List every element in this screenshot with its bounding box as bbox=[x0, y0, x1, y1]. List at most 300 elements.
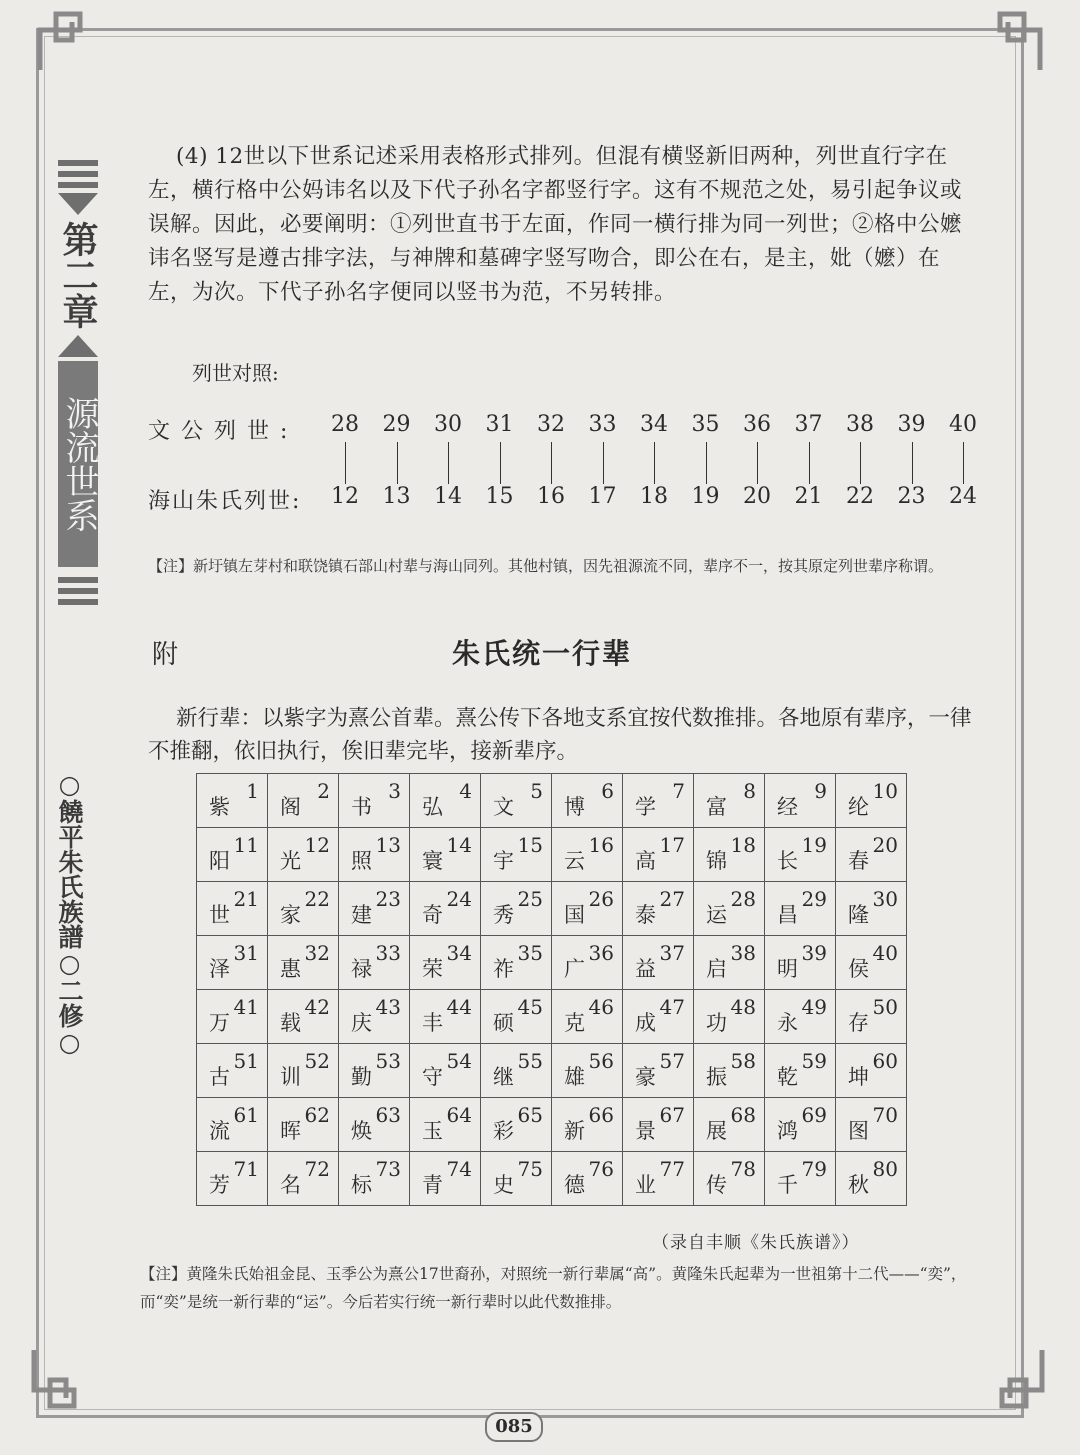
wengong-generation-number: 36 bbox=[743, 412, 771, 437]
table-cell bbox=[836, 936, 907, 990]
generation-index: 56 bbox=[588, 1049, 614, 1073]
generation-character: 高 bbox=[635, 849, 656, 873]
table-cell bbox=[765, 990, 836, 1044]
generation-index: 53 bbox=[375, 1049, 401, 1073]
table-cell bbox=[197, 1098, 268, 1152]
generation-character: 硕 bbox=[493, 1011, 514, 1035]
haishan-generation-number: 15 bbox=[485, 484, 514, 509]
generation-index: 63 bbox=[375, 1103, 401, 1127]
table-cell bbox=[836, 1152, 907, 1206]
table-row bbox=[197, 990, 907, 1044]
row-label-wengong: 文 公 列 世 : bbox=[148, 419, 290, 444]
table-cell bbox=[552, 1098, 623, 1152]
table-cell bbox=[694, 1044, 765, 1098]
table-cell bbox=[339, 828, 410, 882]
generation-index: 68 bbox=[730, 1103, 756, 1127]
generation-character: 彩 bbox=[493, 1119, 514, 1143]
generation-character: 富 bbox=[706, 795, 727, 819]
table-cell bbox=[552, 936, 623, 990]
generation-index: 65 bbox=[517, 1103, 543, 1127]
haishan-generation-number: 22 bbox=[846, 484, 874, 509]
generation-character: 阁 bbox=[280, 795, 301, 819]
table-cell bbox=[836, 990, 907, 1044]
generation-index: 66 bbox=[588, 1103, 614, 1127]
generation-index: 76 bbox=[588, 1157, 614, 1181]
generation-index: 28 bbox=[730, 887, 756, 911]
table-cell bbox=[339, 774, 410, 828]
table-cell bbox=[481, 990, 552, 1044]
table-cell bbox=[623, 1044, 694, 1098]
table-row bbox=[197, 1098, 907, 1152]
generation-index: 73 bbox=[375, 1157, 401, 1181]
generation-index: 70 bbox=[872, 1103, 898, 1127]
triangle-icon bbox=[58, 193, 98, 215]
generation-index: 69 bbox=[801, 1103, 827, 1127]
generation-character: 锦 bbox=[706, 849, 727, 873]
generation-index: 10 bbox=[872, 779, 898, 803]
generation-index: 33 bbox=[375, 941, 401, 965]
generation-index: 17 bbox=[659, 833, 685, 857]
generation-index: 18 bbox=[730, 833, 756, 857]
generation-index: 35 bbox=[517, 941, 543, 965]
wengong-generation-number: 39 bbox=[897, 412, 926, 437]
corner-ornament-icon bbox=[980, 10, 1044, 74]
table-cell bbox=[623, 936, 694, 990]
haishan-generation-number: 20 bbox=[743, 484, 771, 509]
table-cell bbox=[339, 1152, 410, 1206]
generation-index: 3 bbox=[388, 779, 401, 803]
table-cell bbox=[481, 1152, 552, 1206]
generation-character: 德 bbox=[564, 1173, 585, 1197]
generation-index: 13 bbox=[375, 833, 401, 857]
generation-index: 19 bbox=[801, 833, 827, 857]
table-cell bbox=[765, 828, 836, 882]
generation-index: 12 bbox=[304, 833, 330, 857]
generation-index: 49 bbox=[801, 995, 827, 1019]
generation-character: 守 bbox=[422, 1065, 443, 1089]
table-cell bbox=[694, 990, 765, 1044]
wengong-generation-number: 35 bbox=[691, 412, 720, 437]
haishan-generation-number: 13 bbox=[382, 484, 411, 509]
table-cell bbox=[552, 1044, 623, 1098]
source-citation: （录自丰顺《朱氏族谱》） bbox=[652, 1233, 860, 1253]
comparison-label: 列世对照: bbox=[192, 361, 279, 385]
table-cell bbox=[623, 828, 694, 882]
generation-character: 功 bbox=[706, 1011, 727, 1035]
generation-character: 紫 bbox=[209, 795, 230, 819]
wengong-generation-number: 29 bbox=[382, 412, 411, 437]
generation-character: 照 bbox=[351, 849, 372, 873]
table-row bbox=[197, 1044, 907, 1098]
table-cell bbox=[552, 882, 623, 936]
connector-line bbox=[654, 442, 655, 484]
generation-character: 秋 bbox=[848, 1173, 869, 1197]
generation-character: 振 bbox=[706, 1065, 727, 1089]
table-cell bbox=[410, 990, 481, 1044]
connector-line bbox=[912, 442, 913, 484]
table-cell bbox=[339, 990, 410, 1044]
connector-line bbox=[860, 442, 861, 484]
table-cell bbox=[410, 1152, 481, 1206]
generation-character: 长 bbox=[777, 849, 798, 873]
paragraph: (4) 12世以下世系记述采用表格形式排列。但混有横竖新旧两种，列世直行字在左，横行格中公妈讳名以及下代子孙名字都竖行字。这有不规范之处，易引起争议或误解。因此，必要阐明：①列世直书于左面，作同一横行排为同一列世；②格中公嬷讳名竖写是遵古排字法，与神牌和墓碑字竖写吻合，即公在右，是主，妣（嬷）在左，为次。下代子孙名字便同以竖书为范，不另转排。 bbox=[148, 144, 963, 305]
generation-index: 47 bbox=[659, 995, 685, 1019]
generation-character: 建 bbox=[351, 903, 372, 927]
generation-index: 4 bbox=[459, 779, 472, 803]
generation-index: 22 bbox=[304, 887, 330, 911]
generation-index: 45 bbox=[517, 995, 543, 1019]
table-cell bbox=[694, 774, 765, 828]
table-cell bbox=[197, 774, 268, 828]
generation-index: 8 bbox=[743, 779, 756, 803]
haishan-generation-number: 18 bbox=[640, 484, 668, 509]
table-cell bbox=[552, 774, 623, 828]
table-cell bbox=[694, 828, 765, 882]
generation-index: 34 bbox=[446, 941, 472, 965]
generation-index: 25 bbox=[517, 887, 543, 911]
generation-index: 11 bbox=[233, 833, 259, 857]
generation-character: 乾 bbox=[777, 1065, 798, 1089]
wengong-generation-number: 40 bbox=[949, 412, 977, 437]
table-cell bbox=[197, 1152, 268, 1206]
table-cell bbox=[481, 1098, 552, 1152]
generation-index: 75 bbox=[517, 1157, 543, 1181]
generation-index: 54 bbox=[446, 1049, 472, 1073]
connector-line bbox=[757, 442, 758, 484]
generation-character: 启 bbox=[706, 957, 727, 981]
generation-character: 经 bbox=[777, 795, 798, 819]
generation-index: 72 bbox=[304, 1157, 330, 1181]
table-cell bbox=[836, 1044, 907, 1098]
generation-character: 秀 bbox=[493, 903, 514, 927]
generation-character: 展 bbox=[706, 1119, 727, 1143]
table-cell bbox=[765, 882, 836, 936]
table-cell bbox=[623, 882, 694, 936]
generation-character: 宇 bbox=[493, 849, 514, 873]
generation-character: 丰 bbox=[422, 1011, 443, 1035]
generation-character: 坤 bbox=[848, 1065, 869, 1089]
generation-index: 40 bbox=[872, 941, 898, 965]
connector-line bbox=[706, 442, 707, 484]
generation-character: 纶 bbox=[848, 795, 869, 819]
generation-character: 雄 bbox=[564, 1065, 585, 1089]
wengong-generation-number: 38 bbox=[846, 412, 874, 437]
chapter-title: 第二章 bbox=[57, 221, 99, 329]
table-cell bbox=[623, 774, 694, 828]
generation-index: 37 bbox=[659, 941, 685, 965]
generation-character: 焕 bbox=[351, 1119, 372, 1143]
generation-character: 图 bbox=[848, 1119, 869, 1143]
generation-index: 60 bbox=[872, 1049, 898, 1073]
table-cell bbox=[410, 1044, 481, 1098]
generation-character: 奇 bbox=[422, 903, 443, 927]
generation-index: 61 bbox=[233, 1103, 259, 1127]
generation-character: 古 bbox=[209, 1065, 230, 1089]
table-cell bbox=[836, 774, 907, 828]
generation-index: 30 bbox=[872, 887, 898, 911]
generation-index: 79 bbox=[801, 1157, 827, 1181]
haishan-generation-number: 16 bbox=[537, 484, 565, 509]
table-cell bbox=[694, 882, 765, 936]
generation-character: 侯 bbox=[848, 957, 869, 981]
table-cell bbox=[694, 1152, 765, 1206]
generation-character: 史 bbox=[493, 1173, 514, 1197]
table-cell bbox=[694, 936, 765, 990]
generation-character: 惠 bbox=[280, 957, 301, 981]
table-cell bbox=[481, 774, 552, 828]
table-row bbox=[197, 936, 907, 990]
generation-character: 荣 bbox=[422, 957, 443, 981]
generation-index: 41 bbox=[233, 995, 259, 1019]
generation-index: 80 bbox=[872, 1157, 898, 1181]
generation-character: 流 bbox=[209, 1119, 230, 1143]
generation-character: 名 bbox=[280, 1173, 301, 1197]
generation-character: 运 bbox=[706, 903, 727, 927]
table-cell bbox=[339, 882, 410, 936]
generation-index: 2 bbox=[317, 779, 330, 803]
generation-character: 益 bbox=[635, 957, 656, 981]
generation-character: 博 bbox=[564, 795, 585, 819]
table-cell bbox=[765, 774, 836, 828]
table-row bbox=[197, 774, 907, 828]
generation-index: 5 bbox=[530, 779, 543, 803]
table-cell bbox=[552, 1152, 623, 1206]
generation-index: 43 bbox=[375, 995, 401, 1019]
haishan-generation-number: 12 bbox=[331, 484, 359, 509]
generation-character: 豪 bbox=[635, 1065, 656, 1089]
generation-index: 36 bbox=[588, 941, 614, 965]
generation-character: 鸿 bbox=[777, 1119, 798, 1143]
generation-character: 阳 bbox=[209, 849, 230, 873]
generation-index: 55 bbox=[517, 1049, 543, 1073]
table-cell bbox=[481, 828, 552, 882]
generation-index: 42 bbox=[304, 995, 330, 1019]
generation-character: 光 bbox=[280, 849, 301, 873]
table-cell bbox=[197, 1044, 268, 1098]
table-cell bbox=[197, 882, 268, 936]
table-cell bbox=[552, 828, 623, 882]
generation-index: 52 bbox=[304, 1049, 330, 1073]
generation-index: 59 bbox=[801, 1049, 827, 1073]
table-cell bbox=[268, 882, 339, 936]
generation-character: 隆 bbox=[848, 903, 869, 927]
generation-character: 新 bbox=[564, 1119, 585, 1143]
generation-character: 芳 bbox=[209, 1173, 230, 1197]
haishan-generation-number: 17 bbox=[588, 484, 617, 509]
wengong-generation-number: 28 bbox=[331, 412, 359, 437]
table-cell bbox=[268, 1098, 339, 1152]
table-cell bbox=[339, 1098, 410, 1152]
generation-index: 32 bbox=[304, 941, 330, 965]
table-row bbox=[197, 882, 907, 936]
generation-character: 寰 bbox=[422, 849, 443, 873]
generation-index: 23 bbox=[375, 887, 401, 911]
generation-character: 千 bbox=[777, 1173, 798, 1197]
row-label-haishan: 海山朱氏列世: bbox=[148, 489, 302, 514]
table-cell bbox=[268, 936, 339, 990]
generation-character: 传 bbox=[706, 1173, 727, 1197]
generation-character: 庆 bbox=[351, 1011, 372, 1035]
table-cell bbox=[268, 1152, 339, 1206]
generation-index: 71 bbox=[233, 1157, 259, 1181]
generation-character: 文 bbox=[493, 795, 514, 819]
table-cell bbox=[339, 1044, 410, 1098]
table-cell bbox=[410, 882, 481, 936]
haishan-generation-number: 14 bbox=[434, 484, 462, 509]
triangle-icon bbox=[58, 335, 98, 357]
book-title: ○饒平朱氏族譜○二修○ bbox=[55, 770, 84, 1057]
table-row bbox=[197, 1152, 907, 1206]
generation-character: 书 bbox=[351, 795, 372, 819]
generation-index: 1 bbox=[246, 779, 259, 803]
table-cell bbox=[197, 936, 268, 990]
generation-character: 万 bbox=[209, 1011, 230, 1035]
generation-comparison bbox=[148, 408, 978, 518]
table-cell bbox=[481, 882, 552, 936]
generation-character: 成 bbox=[635, 1011, 656, 1035]
table-cell bbox=[197, 990, 268, 1044]
table-cell bbox=[268, 1044, 339, 1098]
table-row bbox=[197, 828, 907, 882]
generation-character: 勤 bbox=[351, 1065, 372, 1089]
generation-index: 7 bbox=[672, 779, 685, 803]
connector-line bbox=[603, 442, 604, 484]
generation-index: 58 bbox=[730, 1049, 756, 1073]
table-cell bbox=[765, 1152, 836, 1206]
generation-index: 38 bbox=[730, 941, 756, 965]
generation-index: 74 bbox=[446, 1157, 472, 1181]
generation-character: 存 bbox=[848, 1011, 869, 1035]
paragraph: 新行辈：以紫字为熹公首辈。熹公传下各地支系宜按代数推排。各地原有辈序，一律不推翻，依旧执行，俟旧辈完毕，接新辈序。 bbox=[148, 706, 972, 764]
section-heading: 朱氏统一行辈 bbox=[452, 637, 633, 670]
generation-character: 玉 bbox=[422, 1119, 443, 1143]
wengong-generation-number: 34 bbox=[640, 412, 668, 437]
page-number: 085 bbox=[485, 1412, 543, 1442]
table-cell bbox=[410, 936, 481, 990]
table-cell bbox=[765, 936, 836, 990]
generation-character: 云 bbox=[564, 849, 585, 873]
corner-ornament-icon bbox=[30, 1346, 94, 1410]
generation-character: 泰 bbox=[635, 903, 656, 927]
table-cell bbox=[410, 774, 481, 828]
connector-line bbox=[500, 442, 501, 484]
table-cell bbox=[268, 828, 339, 882]
generation-character: 永 bbox=[777, 1011, 798, 1035]
generation-character: 业 bbox=[635, 1173, 656, 1197]
table-cell bbox=[623, 990, 694, 1044]
generation-index: 9 bbox=[814, 779, 827, 803]
table-cell bbox=[836, 882, 907, 936]
table-cell bbox=[268, 774, 339, 828]
wengong-generation-number: 37 bbox=[794, 412, 823, 437]
generation-index: 50 bbox=[872, 995, 898, 1019]
generation-index: 26 bbox=[588, 887, 614, 911]
haishan-generation-number: 23 bbox=[897, 484, 926, 509]
generation-character: 世 bbox=[209, 903, 230, 927]
generation-character: 晖 bbox=[280, 1119, 301, 1143]
generation-character: 春 bbox=[848, 849, 869, 873]
generation-index: 77 bbox=[659, 1157, 685, 1181]
generation-index: 20 bbox=[872, 833, 898, 857]
corner-ornament-icon bbox=[36, 10, 100, 74]
haishan-generation-number: 21 bbox=[794, 484, 823, 509]
table-cell bbox=[765, 1098, 836, 1152]
corner-ornament-icon bbox=[982, 1346, 1046, 1410]
generation-character: 景 bbox=[635, 1119, 656, 1143]
appendix-label: 附 bbox=[152, 640, 179, 670]
wengong-generation-number: 31 bbox=[485, 412, 514, 437]
generation-index: 24 bbox=[446, 887, 472, 911]
generation-index: 29 bbox=[801, 887, 827, 911]
generation-index: 64 bbox=[446, 1103, 472, 1127]
generation-index: 27 bbox=[659, 887, 685, 911]
generation-table bbox=[196, 773, 907, 1206]
generation-character: 继 bbox=[493, 1065, 514, 1089]
generation-character: 明 bbox=[777, 957, 798, 981]
generation-index: 67 bbox=[659, 1103, 685, 1127]
table-cell bbox=[410, 1098, 481, 1152]
generation-index: 46 bbox=[588, 995, 614, 1019]
haishan-generation-number: 19 bbox=[691, 484, 720, 509]
table-cell bbox=[268, 990, 339, 1044]
generation-index: 48 bbox=[730, 995, 756, 1019]
table-cell bbox=[197, 828, 268, 882]
wengong-generation-number: 33 bbox=[588, 412, 617, 437]
table-cell bbox=[481, 936, 552, 990]
connector-line bbox=[963, 442, 964, 484]
generation-index: 39 bbox=[801, 941, 827, 965]
connector-line bbox=[345, 442, 346, 484]
generation-index: 14 bbox=[446, 833, 472, 857]
generation-character: 泽 bbox=[209, 957, 230, 981]
generation-character: 训 bbox=[280, 1065, 301, 1089]
connector-line bbox=[809, 442, 810, 484]
generation-character: 昌 bbox=[777, 903, 798, 927]
generation-index: 78 bbox=[730, 1157, 756, 1181]
table-cell bbox=[339, 936, 410, 990]
generation-character: 国 bbox=[564, 903, 585, 927]
connector-line bbox=[448, 442, 449, 484]
generation-character: 祚 bbox=[493, 957, 514, 981]
generation-index: 44 bbox=[446, 995, 472, 1019]
table-cell bbox=[765, 1044, 836, 1098]
table-cell bbox=[410, 828, 481, 882]
note: 【注】黄隆朱氏始祖金昆、玉季公为熹公17世裔孙，对照统一新行辈属“高”。黄隆朱氏起辈为一世祖第十二代——“奕”，而“奕”是统一新行辈的“运”。今后若实行统一新行辈时以此代数推排。 bbox=[140, 1265, 967, 1311]
generation-character: 克 bbox=[564, 1011, 585, 1035]
note: 【注】新圩镇左芽村和联饶镇石部山村辈与海山同列。其他村镇，因先祖源流不同，辈序不一，按其原定列世辈序称谓。 bbox=[148, 557, 944, 575]
table-cell bbox=[836, 1098, 907, 1152]
generation-index: 21 bbox=[233, 887, 259, 911]
generation-character: 家 bbox=[280, 903, 301, 927]
table-cell bbox=[836, 828, 907, 882]
generation-index: 16 bbox=[588, 833, 614, 857]
haishan-generation-number: 24 bbox=[949, 484, 977, 509]
generation-index: 62 bbox=[304, 1103, 330, 1127]
generation-character: 学 bbox=[635, 795, 656, 819]
generation-character: 弘 bbox=[422, 795, 443, 819]
table-cell bbox=[552, 990, 623, 1044]
generation-character: 禄 bbox=[351, 957, 372, 981]
section-title: 源流世系 bbox=[58, 361, 98, 567]
main-content bbox=[148, 140, 978, 310]
generation-index: 31 bbox=[233, 941, 259, 965]
generation-character: 青 bbox=[422, 1173, 443, 1197]
wengong-generation-number: 32 bbox=[537, 412, 565, 437]
table-cell bbox=[623, 1098, 694, 1152]
generation-character: 载 bbox=[280, 1011, 301, 1035]
generation-index: 57 bbox=[659, 1049, 685, 1073]
table-cell bbox=[481, 1044, 552, 1098]
